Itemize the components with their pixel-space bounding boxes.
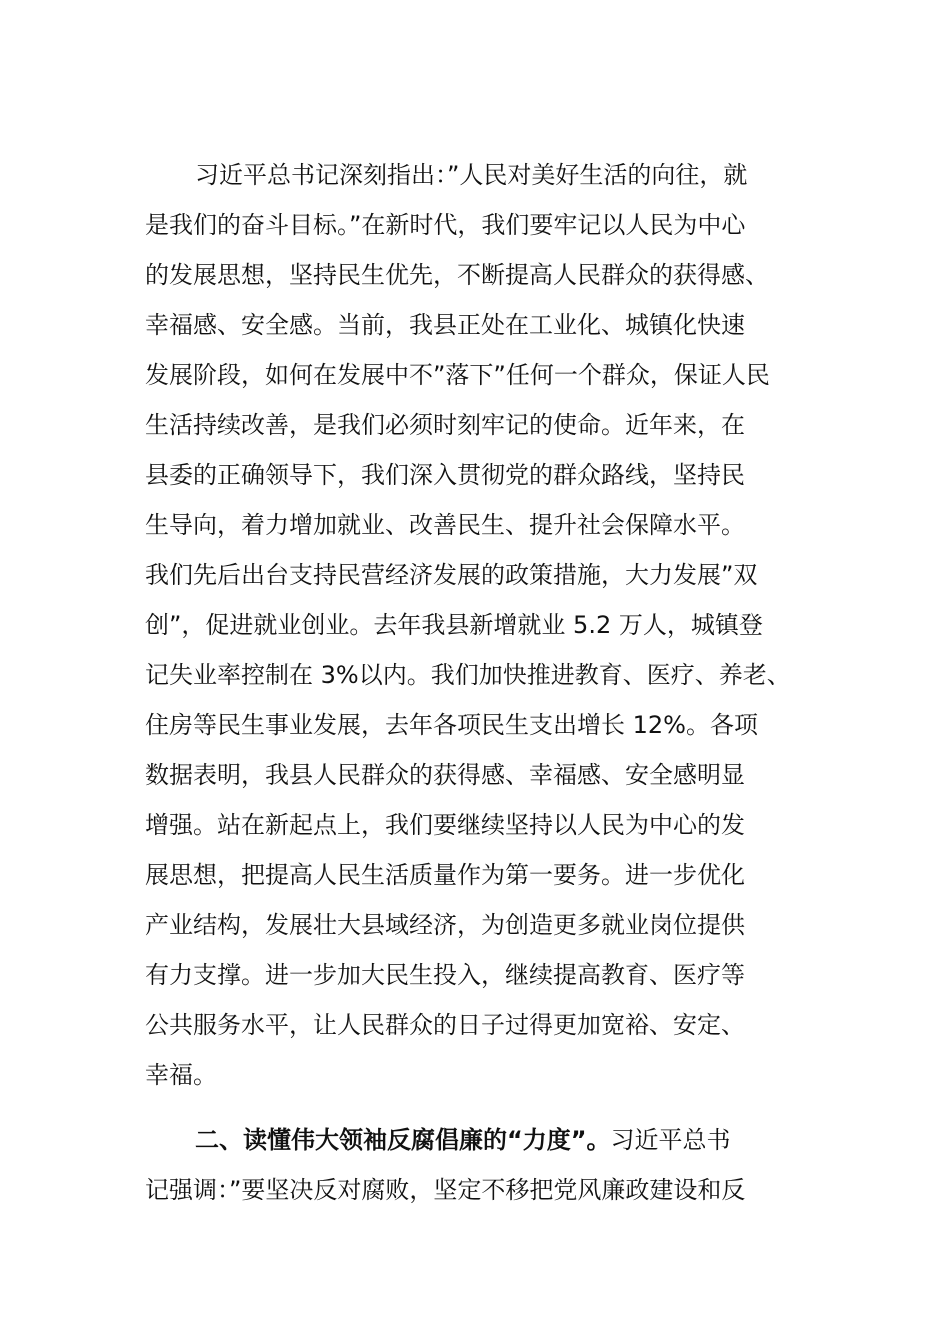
paragraph-line: 数据表明，我县人民群众的获得感、幸福感、安全感明显 [145, 761, 745, 789]
paragraph-line: 我们先后出台支持民营经济发展的政策措施，大力发展”双 [145, 561, 758, 589]
paragraph-line: 记强调：”要坚决反对腐败，坚定不移把党风廉政建设和反 [145, 1176, 746, 1204]
paragraph-line: 展思想，把提高人民生活质量作为第一要务。进一步优化 [145, 861, 745, 889]
section-heading-tail: 习近平总书 [610, 1126, 731, 1154]
paragraph-line: 有力支撑。进一步加大民生投入，继续提高教育、医疗等 [145, 961, 745, 989]
paragraph-line: 幸福感、安全感。当前，我县正处在工业化、城镇化快速 [145, 311, 745, 339]
paragraph-line: 发展阶段，如何在发展中不”落下”任何一个群众，保证人民 [145, 361, 770, 389]
paragraph-line: 住房等民生事业发展，去年各项民生支出增长 12%。各项 [145, 711, 758, 739]
paragraph-line: 幸福。 [145, 1061, 217, 1089]
section-heading: 二、读懂伟大领袖反腐倡廉的“力度”。 [195, 1126, 611, 1154]
paragraph-line: 公共服务水平，让人民群众的日子过得更加宽裕、安定、 [145, 1011, 745, 1039]
paragraph-line: 的发展思想，坚持民生优先，不断提高人民群众的获得感、 [145, 261, 769, 289]
paragraph-line: 增强。站在新起点上，我们要继续坚持以人民为中心的发 [145, 811, 745, 839]
paragraph-line: 是我们的奋斗目标。”在新时代，我们要牢记以人民为中心 [145, 211, 746, 239]
paragraph-line: 生导向，着力增加就业、改善民生、提升社会保障水平。 [145, 511, 745, 539]
paragraph-line: 习近平总书记深刻指出：”人民对美好生活的向往，就 [195, 161, 748, 189]
paragraph-line: 记失业率控制在 3%以内。我们加快推进教育、医疗、养老、 [145, 661, 791, 689]
section-heading-line [195, 1125, 731, 1155]
paragraph-line: 县委的正确领导下，我们深入贯彻党的群众路线，坚持民 [145, 461, 745, 489]
paragraph-line: 产业结构，发展壮大县域经济，为创造更多就业岗位提供 [145, 911, 745, 939]
paragraph-line: 生活持续改善，是我们必须时刻牢记的使命。近年来，在 [145, 411, 745, 439]
paragraph-line: 创”，促进就业创业。去年我县新增就业 5.2 万人，城镇登 [145, 611, 763, 639]
